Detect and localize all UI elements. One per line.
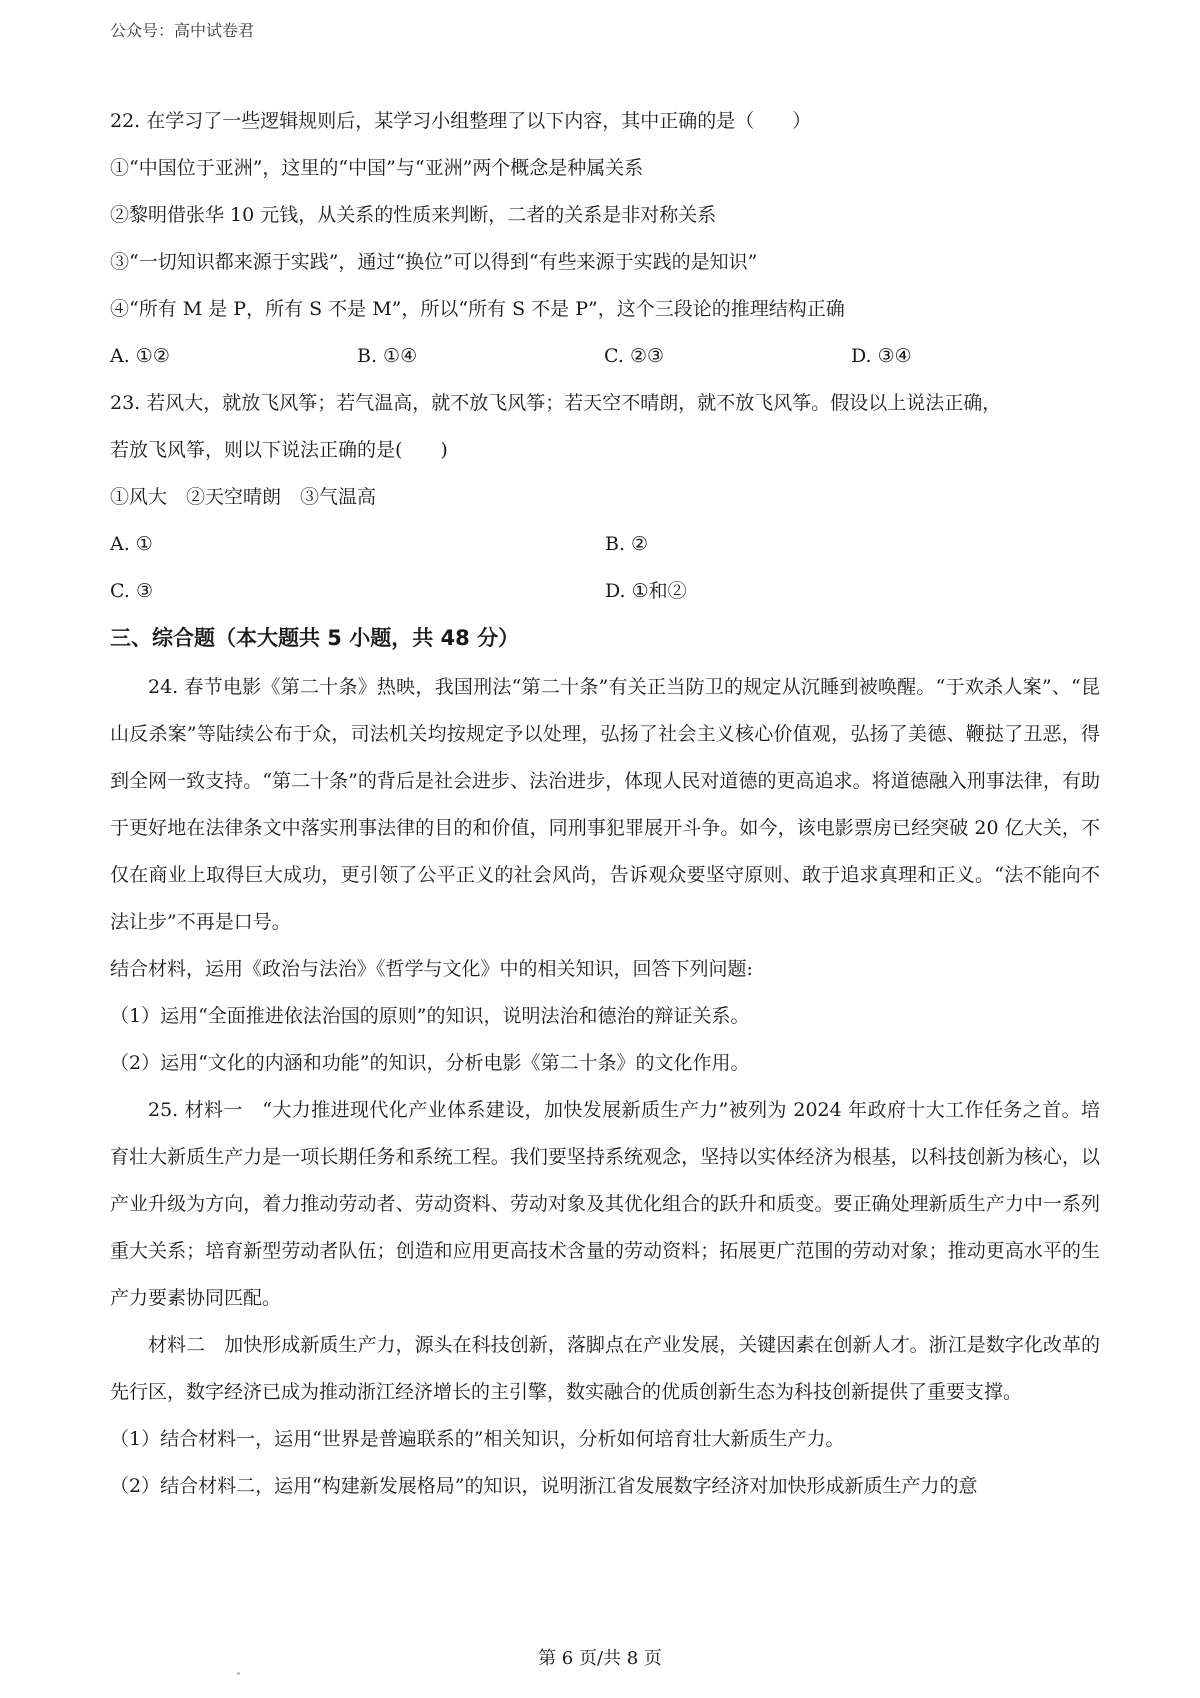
q22-stem: 22. 在学习了一些逻辑规则后，某学习小组整理了以下内容，其中正确的是（ ）: [110, 110, 812, 132]
q25-subquestion-1: （1）结合材料一，运用“世界是普遍联系的”相关知识，分析如何培育壮大新质生产力。: [110, 1428, 845, 1450]
q24-prompt: 结合材料，运用《政治与法治》《哲学与文化》中的相关知识，回答下列问题:: [110, 958, 753, 980]
q22-options: [110, 333, 1100, 380]
page-footer: 第 6 页/共 8 页: [538, 1648, 662, 1669]
q23-options-row-1: [110, 521, 1100, 568]
q24-subquestion-2: （2）运用“文化的内涵和功能”的知识，分析电影《第二十条》的文化作用。: [110, 1052, 750, 1074]
q23-stem-line-2: 若放飞风筝，则以下说法正确的是( ): [110, 439, 448, 461]
q22-option-d: D. ③④: [851, 345, 912, 367]
q23-option-c: C. ③: [110, 580, 153, 602]
q25-subquestion-2: （2）结合材料二，运用“构建新发展格局”的知识，说明浙江省发展数字经济对加快形成新质生产力的意: [110, 1475, 978, 1497]
q23-option-d: D. ①和②: [605, 580, 687, 602]
exam-content: [110, 98, 1100, 1510]
q23-options-row-2: [110, 568, 1100, 615]
q25-material-2: 材料二 加快形成新质生产力，源头在科技创新，落脚点在产业发展，关键因素在创新人才。浙江是数字化改革的先行区，数字经济已成为推动浙江经济增长的主引擎，数实融合的优质创新生态为科技创新提供了重要支撑。: [110, 1334, 1100, 1403]
q22-option-a: A. ①②: [110, 345, 170, 367]
q22-item-2: ②黎明借张华 10 元钱，从关系的性质来判断，二者的关系是非对称关系: [110, 204, 717, 226]
q22-item-3: ③“一切知识都来源于实践”，通过“换位”可以得到“有些来源于实践的是知识”: [110, 251, 758, 273]
scan-dot: [237, 1672, 240, 1675]
q22-item-4: ④“所有 M 是 P，所有 S 不是 M”，所以“所有 S 不是 P”，这个三段论的推理结构正确: [110, 298, 845, 320]
q22-item-1: ①“中国位于亚洲”，这里的“中国”与“亚洲”两个概念是种属关系: [110, 157, 644, 179]
section-title: 三、综合题（本大题共 5 小题，共 48 分）: [110, 626, 520, 650]
page-header: 公众号：高中试卷君: [110, 21, 255, 40]
q25-material-1: 25. 材料一 “大力推进现代化产业体系建设，加快发展新质生产力”被列为 2024 年政府十大工作任务之首。培育壮大新质生产力是一项长期任务和系统工程。我们要坚持系统观念，坚持以实体经济为根基，以科技创新为核心，以产业升级为方向，着力推动劳动者、劳动资料、劳动对象及其优化组合的跃升和质变。要正确处理新质生产力中一系列重大关系；培育新型劳动者队伍；创造和应用更高技术含量的劳动资料；拓展更广范围的劳动对象；推动更高水平的生产力要素协同匹配。: [110, 1099, 1100, 1309]
q23-stem-line-1: 23. 若风大，就放飞风筝；若气温高，就不放飞风筝；若天空不晴朗，就不放飞风筝。假设以上说法正确，: [110, 392, 1002, 414]
q22-option-b: B. ①④: [357, 345, 418, 367]
q23-items: ①风大 ②天空晴朗 ③气温高: [110, 486, 377, 508]
q23-option-b: B. ②: [605, 533, 649, 555]
q23-option-a: A. ①: [110, 533, 153, 555]
q24-subquestion-1: （1）运用“全面推进依法治国的原则”的知识，说明法治和德治的辩证关系。: [110, 1005, 750, 1027]
q24-material: 24. 春节电影《第二十条》热映，我国刑法“第二十条”有关正当防卫的规定从沉睡到被唤醒。“于欢杀人案”、“昆山反杀案”等陆续公布于众，司法机关均按规定予以处理，弘扬了社会主义核心价值观，弘扬了美德、鞭挞了丑恶，得到全网一致支持。“第二十条”的背后是社会进步、法治进步，体现人民对道德的更高追求。将道德融入刑事法律，有助于更好地在法律条文中落实刑事法律的目的和价值，同刑事犯罪展开斗争。如今，该电影票房已经突破 20 亿大关，不仅在商业上取得巨大成功，更引领了公平正义的社会风尚，告诉观众要坚守原则、敢于追求真理和正义。“法不能向不法让步”不再是口号。: [110, 676, 1100, 933]
q22-option-c: C. ②③: [604, 345, 665, 367]
